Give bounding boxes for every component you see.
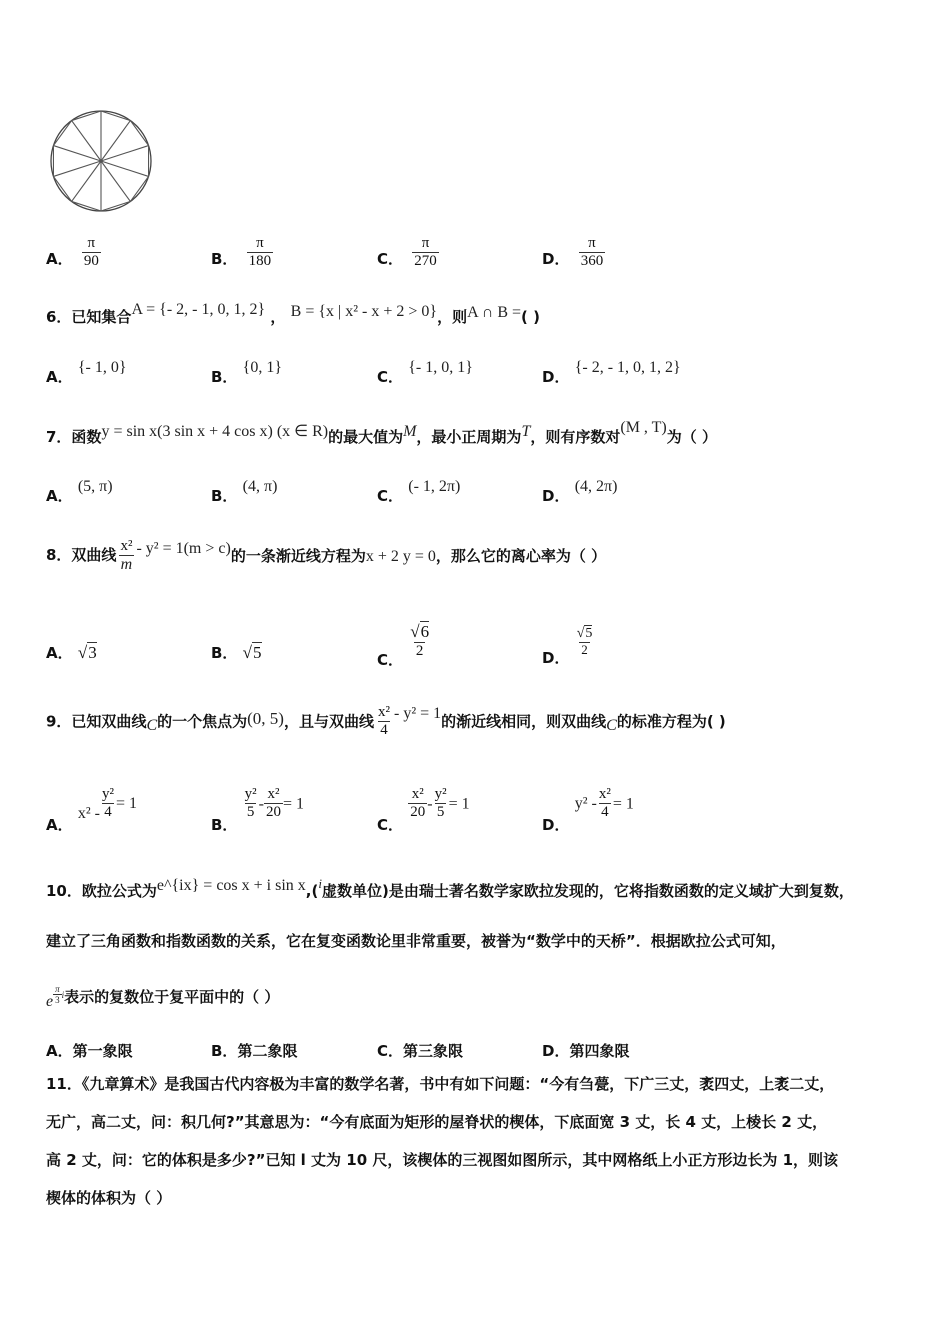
asymptote-eq: x + 2 y = 0 [365, 547, 436, 565]
frac-den: 4 [380, 722, 388, 739]
option-label: C． [377, 368, 404, 386]
radicand: 5 [253, 643, 262, 662]
option-label: B． [211, 644, 238, 662]
option-value: (5, π) [77, 478, 113, 495]
chord-line [72, 201, 101, 211]
option-value: 第一象限 [72, 1042, 133, 1060]
chord-line [101, 111, 130, 121]
imag-unit: i [318, 876, 322, 891]
option-label: C． [377, 487, 404, 505]
option-tail: = 1 [448, 795, 470, 813]
option-label: A． [46, 487, 73, 505]
q7-text: 的最大值为 [328, 428, 404, 446]
q5-option-a[interactable] [46, 234, 101, 270]
chord-line [130, 121, 148, 146]
q6-paren: ( ) [521, 308, 540, 326]
frac-den: 5 [436, 804, 445, 821]
option-value: {- 1, 0, 1} [408, 359, 473, 376]
imag-unit: i [61, 989, 65, 1000]
q9-option-b[interactable] [211, 786, 305, 835]
curve-symbol: C [146, 717, 158, 735]
frac-num: x² [598, 786, 611, 802]
q9-option-c[interactable] [377, 786, 470, 835]
chord-line [101, 201, 130, 211]
question-10 [46, 876, 854, 901]
radius-line [101, 146, 149, 161]
option-value: {- 2, - 1, 0, 1, 2} [574, 359, 681, 376]
chord-line [53, 121, 71, 146]
frac-den: 2 [415, 642, 424, 659]
option-value: 第四象限 [569, 1042, 630, 1060]
frac-num: y² [101, 786, 114, 802]
question-9 [46, 704, 726, 740]
q5-option-c[interactable] [377, 234, 439, 270]
q7-option-c[interactable] [377, 478, 461, 506]
radius-line [101, 161, 130, 201]
exponent [53, 984, 64, 1006]
q7-text: ，则有序数对 [530, 428, 621, 446]
option-label: D． [542, 368, 570, 386]
curve-symbol: C [606, 717, 617, 735]
q7-option-b[interactable] [211, 478, 278, 506]
frac-den: 5 [246, 804, 255, 821]
frac-num: x² [267, 786, 280, 802]
radius-line [101, 161, 149, 176]
frac-num: y² [434, 786, 447, 802]
frac-den: 360 [580, 253, 604, 269]
q9-option-d[interactable] [542, 786, 634, 835]
option-value: (- 1, 2π) [408, 478, 461, 495]
frac-num: y² [244, 786, 257, 802]
option-label: A． [46, 250, 73, 268]
frac-num: π [87, 234, 96, 251]
option-label: A． [46, 816, 73, 835]
option-value: (4, π) [242, 478, 278, 495]
option-value: {- 1, 0} [77, 359, 127, 376]
frac-den: 4 [601, 804, 609, 821]
radicand: 6 [420, 622, 430, 641]
focus-point: (0, 5) [247, 709, 284, 729]
frac-den: 180 [248, 253, 272, 269]
frac-num: π [588, 234, 596, 251]
q10-text: 表示的复数位于复平面中的（ ） [64, 988, 280, 1006]
option-label: B． [211, 250, 238, 268]
q10-line-3 [46, 986, 279, 1016]
option-label: B． [211, 816, 238, 835]
option-lead: y² - [574, 795, 597, 813]
frac-num: π [256, 234, 264, 251]
option-label: B． [211, 1042, 238, 1060]
q7-option-a[interactable] [46, 478, 113, 506]
q10-text: ,( [305, 882, 319, 900]
hyperbola-rest: - y² = 1 [393, 705, 442, 723]
frac-den: 2 [581, 642, 588, 658]
q9-text: 9．已知双曲线 [46, 712, 147, 731]
hyperbola-rest: - y² = 1(m > c) [136, 539, 231, 557]
frac-num: x² [120, 538, 133, 554]
q5-option-b[interactable] [211, 234, 273, 270]
period-symbol: T [521, 423, 531, 440]
question-8 [46, 538, 606, 575]
q11-line-1: 11．《九章算术》是我国古代内容极为丰富的数学名著，书中有如下问题：“今有刍甍，下广三丈，袤四丈，上袤二丈， [46, 1075, 835, 1093]
radius-line [72, 161, 101, 201]
q9-option-a[interactable] [46, 786, 137, 835]
max-symbol: M [403, 423, 417, 440]
option-label: D． [542, 487, 570, 505]
ordered-pair: (M , T) [620, 419, 667, 436]
q8-option-b[interactable]: B． √5 [211, 643, 262, 662]
q5-option-d[interactable] [542, 234, 605, 270]
option-tail: = 1 [115, 795, 137, 813]
question-6 [46, 301, 540, 327]
q9-text: ，且与双曲线 [283, 712, 374, 731]
q11-line-4: 楔体的体积为（ ） [46, 1189, 172, 1207]
radius-line [72, 121, 101, 161]
q6-option-b[interactable] [211, 359, 283, 387]
radius-line [101, 121, 130, 161]
option-label: D． [542, 250, 570, 268]
chord-line [72, 111, 101, 121]
chord-line [130, 176, 148, 201]
frac-num: x² [377, 704, 390, 720]
option-label: D． [542, 648, 570, 667]
option-label: C． [377, 816, 404, 835]
frac-num: π [55, 984, 60, 994]
option-tail: = 1 [612, 795, 634, 813]
euler-formula: e^{ix} = cos x + i sin x [156, 877, 306, 894]
question-7 [46, 419, 717, 447]
q7-text: 7．函数 [46, 428, 102, 446]
option-label: B． [211, 368, 238, 386]
q7-text: ，最小正周期为 [416, 428, 522, 446]
q10-text: 10．欧拉公式为 [46, 882, 157, 900]
function-expr: y = sin x(3 sin x + 4 cos x) (x ∈ R) [101, 423, 329, 440]
sector-circle-figure [47, 110, 157, 214]
radicand: 3 [88, 643, 97, 662]
frac-den: 20 [410, 804, 426, 821]
q7-paren: 为（ ） [666, 428, 717, 446]
radius-line [53, 161, 101, 176]
option-label: A． [46, 1042, 73, 1060]
option-label: A． [46, 368, 73, 386]
option-label: B． [211, 487, 238, 505]
q10-option-c[interactable] [377, 1040, 463, 1061]
set-b: B = {x | x² - x + 2 > 0} [290, 303, 438, 320]
q11-line-2: 无广，高二丈，问：积几何?”其意思为：“今有底面为矩形的屋脊状的楔体，下底面宽 3 丈，长 4 丈，上棱长 2 丈， [46, 1113, 828, 1131]
option-label: D． [542, 1042, 570, 1060]
q8-text: ，那么它的离心率为（ ） [435, 546, 607, 565]
frac-den: 4 [104, 804, 112, 821]
q8-text: 8．双曲线 [46, 545, 117, 564]
q7-option-d[interactable] [542, 478, 618, 506]
q6-sep: ， [270, 308, 286, 326]
option-tail: = 1 [283, 795, 305, 813]
q10-text: 虚数单位)是由瑞士著名数学家欧拉发现的，它将指数函数的定义域扩大到复数， [321, 882, 854, 900]
option-value: 第二象限 [237, 1042, 298, 1060]
frac-den: 270 [414, 253, 437, 269]
intersection-expr: A ∩ B = [467, 304, 522, 321]
frac-den: 90 [83, 253, 99, 269]
q6-text: ，则 [437, 308, 468, 326]
minus-sign: - [258, 795, 264, 813]
radicand: 5 [585, 626, 593, 641]
chord-line [53, 176, 71, 201]
option-value: 第三象限 [403, 1042, 464, 1060]
q10-option-b[interactable] [211, 1040, 297, 1061]
q9-text: 的一个焦点为 [157, 712, 248, 731]
option-label: A． [46, 644, 73, 662]
frac-num: π [421, 234, 430, 251]
q6-option-c[interactable] [377, 359, 473, 387]
minus-sign: - [427, 795, 433, 813]
option-value: (4, 2π) [574, 478, 618, 495]
q8-option-a[interactable]: A． √3 [46, 643, 97, 662]
option-lead: x² - [77, 805, 100, 823]
option-value: {0, 1} [242, 359, 283, 376]
q9-text: 的渐近线相同，则双曲线 [441, 712, 607, 731]
q6-option-a[interactable] [46, 359, 127, 387]
option-label: D． [542, 816, 570, 835]
set-a: A = {- 2, - 1, 0, 1, 2} [131, 301, 266, 318]
option-label: C． [377, 250, 404, 268]
q8-text: 的一条渐近线方程为 [230, 546, 366, 565]
radius-line [53, 146, 101, 161]
q10-option-d[interactable] [542, 1040, 629, 1061]
frac-den: 3 [55, 995, 60, 1006]
q10-line-2: 建立了三角函数和指数函数的关系，它在复变函数论里非常重要，被誉为“数学中的天桥”．根据欧拉公式可知， [46, 932, 786, 950]
q8-option-d[interactable]: D． $\frac{√5}{2}$ [542, 626, 593, 667]
option-label: C． [377, 1042, 404, 1060]
q11-line-3: 高 2 丈，问：它的体积是多少?”已知 l 丈为 10 尺，该楔体的三视图如图所示，其中网格纸上小正方形边长为 1，则该 [46, 1151, 839, 1169]
q8-option-c[interactable]: C． $\frac{√6}{2}$ [377, 622, 430, 670]
q9-text: 的标准方程为( ) [616, 712, 726, 731]
option-label: C． [377, 651, 404, 670]
exp-base: e [46, 993, 54, 1010]
q6-option-d[interactable] [542, 359, 681, 387]
frac-num: x² [411, 786, 424, 802]
q10-option-a[interactable] [46, 1040, 133, 1061]
frac-den: m [120, 556, 133, 574]
q6-text: 6．已知集合 [46, 308, 132, 326]
frac-den: 20 [266, 804, 281, 821]
